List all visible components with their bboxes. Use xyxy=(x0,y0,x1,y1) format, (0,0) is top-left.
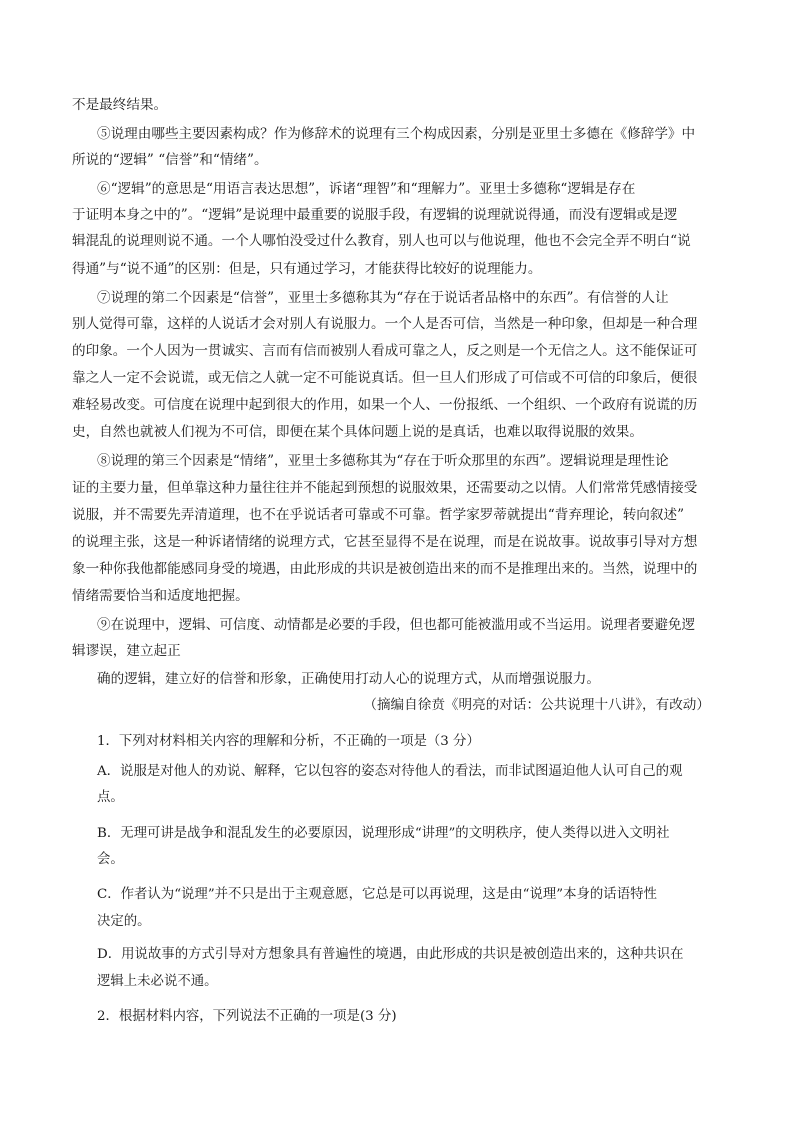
paragraph-5-line: ⑤说理由哪些主要因素构成？作为修辞术的说理有三个构成因素，分别是亚里士多德在《修辞学》中 xyxy=(97,126,696,142)
question-1-option-c: C．作者认为“说理”并不只是出于主观意愿，它总是可以再说理，这是由“说理”本身的话语特性 xyxy=(97,887,657,902)
question-1-option-a: A．说服是对他人的劝说、解释，它以包容的姿态对待他人的看法，而非试图逼迫他人认可自己的观 xyxy=(97,764,683,779)
paragraph-8-line: 说服，并不需要先弄清道理，也不在乎说话者可靠或不可靠。哲学家罗蒂就提出“背弃理论，转向叙述” xyxy=(72,507,685,523)
paragraph-7-line: 靠之人一定不会说谎，或无信之人就一定不可能说真话。但一旦人们形成了可信或不可信的印象后，便很 xyxy=(72,370,698,386)
question-2-stem: 2．根据材料内容，下列说法不正确的一项是(3 分) xyxy=(97,1009,397,1024)
question-1-option-d: D．用说故事的方式引导对方想象具有普遍性的境遇，由此形成的共识是被创造出来的，这种共识在 xyxy=(97,947,684,962)
question-1-stem: 1．下列对材料相关内容的理解和分析，不正确的一项是（3 分） xyxy=(97,734,480,749)
paragraph-6-line: ⑥“逻辑”的意思是“用语言表达思想”，诉诸“理智”和“理解力”。亚里士多德称“逻辑是存在 xyxy=(97,181,636,197)
paragraph-8-line: 情绪需要恰当和适度地把握。 xyxy=(72,588,249,604)
paragraph-8-line: 象一种你我他都能感同身受的境遇，由此形成的共识是被创造出来的而不是推理出来的。当然，说理中的 xyxy=(72,561,698,577)
paragraph-7-line: 史，自然也就被人们视为不可信，即便在某个具体问题上说的是真话，也难以取得说服的效果。 xyxy=(72,424,643,440)
paragraph-9-line: 确的逻辑，建立好的信誉和形象，正确使用打动人心的说理方式，从而增强说服力。 xyxy=(97,671,600,687)
paragraph-6-line: 辑混乱的说理则说不通。一个人哪怕没受过什么教育，别人也可以与他说理，他也不会完全弄不明白“说 xyxy=(72,233,691,249)
paragraph-5-line: 所说的“逻辑” “信誉”和“情绪”。 xyxy=(72,152,268,168)
paragraph-9-line: 辑谬误，建立起正 xyxy=(72,643,181,659)
paragraph-6-line: 于证明本身之中的”。“逻辑”是说理中最重要的说服手段，有逻辑的说理就说得通，而没有逻辑或是逻 xyxy=(72,207,678,223)
paragraph-6-line: 得通”与“说不通”的区别：但是，只有通过学习，才能获得比较好的说理能力。 xyxy=(72,261,542,277)
paragraph-7-line: 别人觉得可靠，这样的人说话才会对别人有说服力。一个人是否可信，当然是一种印象，但却是一种合理 xyxy=(72,316,698,332)
question-1-option-b-cont: 会。 xyxy=(97,852,124,867)
source-citation: （摘编自徐贲《明亮的对话：公共说理十八讲》，有改动） xyxy=(363,697,710,713)
paragraph-9-line: ⑨在说理中，逻辑、可信度、动情都是必要的手段，但也都可能被滥用或不当运用。说理者要避免逻 xyxy=(97,617,696,633)
question-1-option-d-cont: 逻辑上未必说不通。 xyxy=(97,974,218,989)
paragraph-8-line: 证的主要力量，但单靠这种力量往往并不能起到预想的说服效果，还需要动之以情。人们常常凭感情接受 xyxy=(72,480,698,496)
paragraph-7-line: ⑦说理的第二个因素是“信誉”，亚里士多德称其为“存在于说话者品格中的东西”。有信誉的人让 xyxy=(97,290,669,306)
paragraph-line: 不是最终结果。 xyxy=(72,97,168,113)
paragraph-7-line: 难轻易改变。可信度在说理中起到很大的作用，如果一个人、一份报纸、一个组织、一个政府有说谎的历 xyxy=(72,397,698,413)
paragraph-7-line: 的印象。一个人因为一贯诚实、言而有信而被别人看成可靠之人，反之则是一个无信之人。这不能保证可 xyxy=(72,343,698,359)
paragraph-8-line: 的说理主张，这是一种诉诸情绪的说理方式，它甚至显得不是在说理，而是在说故事。说故事引导对方想 xyxy=(72,534,698,550)
paragraph-8-line: ⑧说理的第三个因素是“情绪”，亚里士多德称其为“存在于听众那里的东西”。逻辑说理是理性论 xyxy=(97,453,669,469)
question-1-option-b: B．无理可讲是战争和混乱发生的必要原因，说理形成“讲理”的文明秩序，使人类得以进入文明社 xyxy=(97,826,670,841)
question-1-option-c-cont: 决定的。 xyxy=(97,914,151,929)
question-1-option-a-cont: 点。 xyxy=(97,790,124,805)
